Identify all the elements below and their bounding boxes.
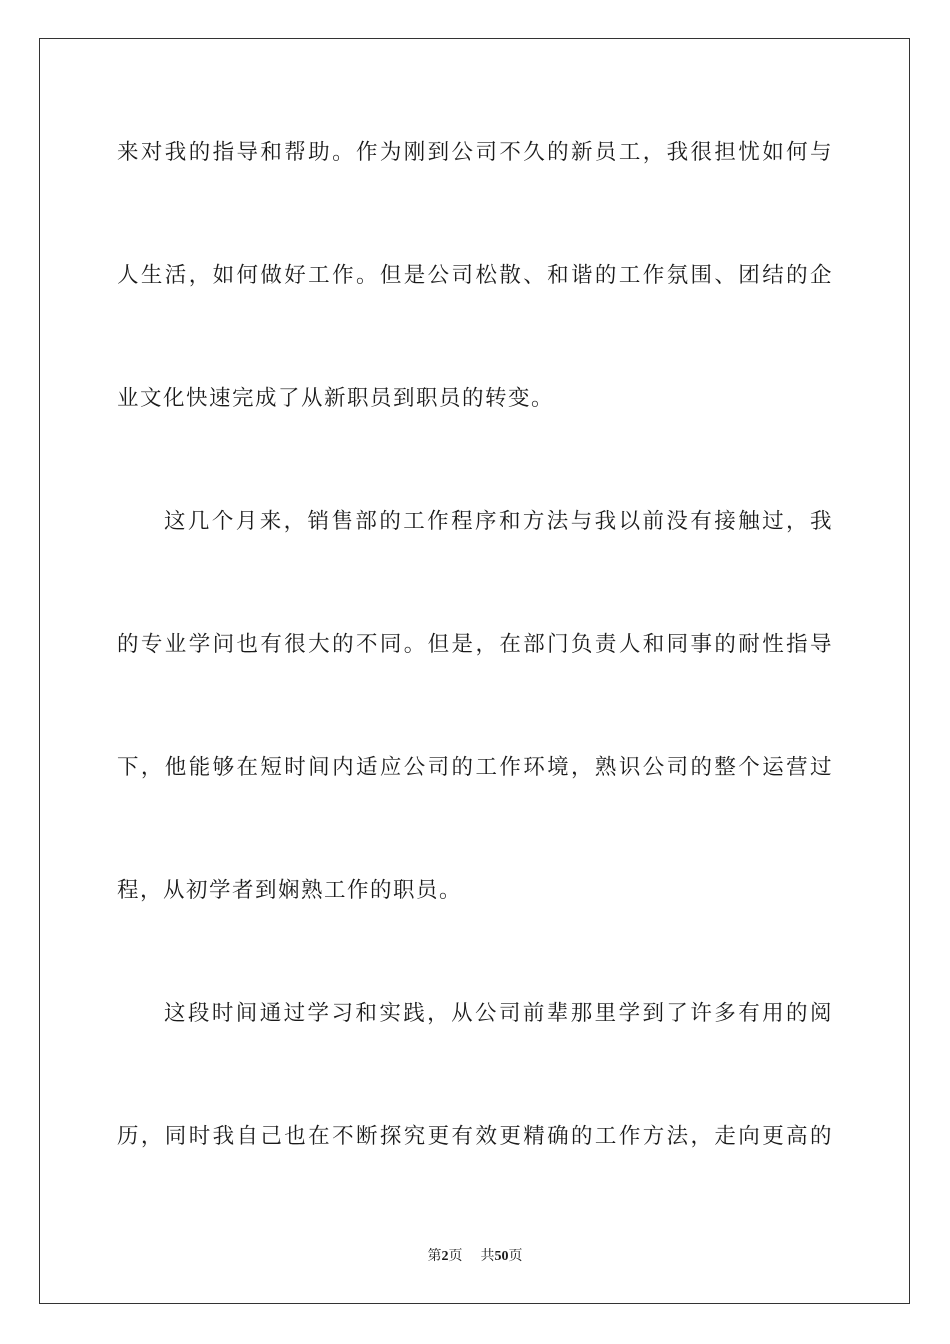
body-line-5: 的专业学问也有很大的不同。但是，在部门负责人和同事的耐性指导 [117,632,833,657]
body-line-6: 下，他能够在短时间内适应公司的工作环境，熟识公司的整个运营过 [117,755,833,780]
footer-page-prefix: 第 [427,1248,442,1264]
footer-page-suffix: 页 [448,1248,463,1264]
footer-page-number: 2 [441,1249,449,1264]
body-line-1: 来对我的指导和帮助。作为刚到公司不久的新员工，我很担忧如何与 [117,140,833,165]
body-line-2: 人生活，如何做好工作。但是公司松散、和谐的工作氛围、团结的企 [117,263,833,288]
body-line-4: 这几个月来，销售部的工作程序和方法与我以前没有接触过，我 [164,509,833,534]
footer-total-suffix: 页 [508,1248,523,1264]
footer-total-pages: 50 [494,1249,509,1264]
footer-total-prefix: 共 [480,1248,495,1264]
body-line-8: 这段时间通过学习和实践，从公司前辈那里学到了许多有用的阅 [164,1001,833,1026]
page-footer [0,1247,950,1266]
body-line-3: 业文化快速完成了从新职员到职员的转变。 [117,386,555,411]
body-line-9: 历，同时我自己也在不断探究更有效更精确的工作方法，走向更高的 [117,1124,833,1149]
body-line-7: 程，从初学者到娴熟工作的职员。 [117,878,463,903]
page-border [39,38,910,1304]
